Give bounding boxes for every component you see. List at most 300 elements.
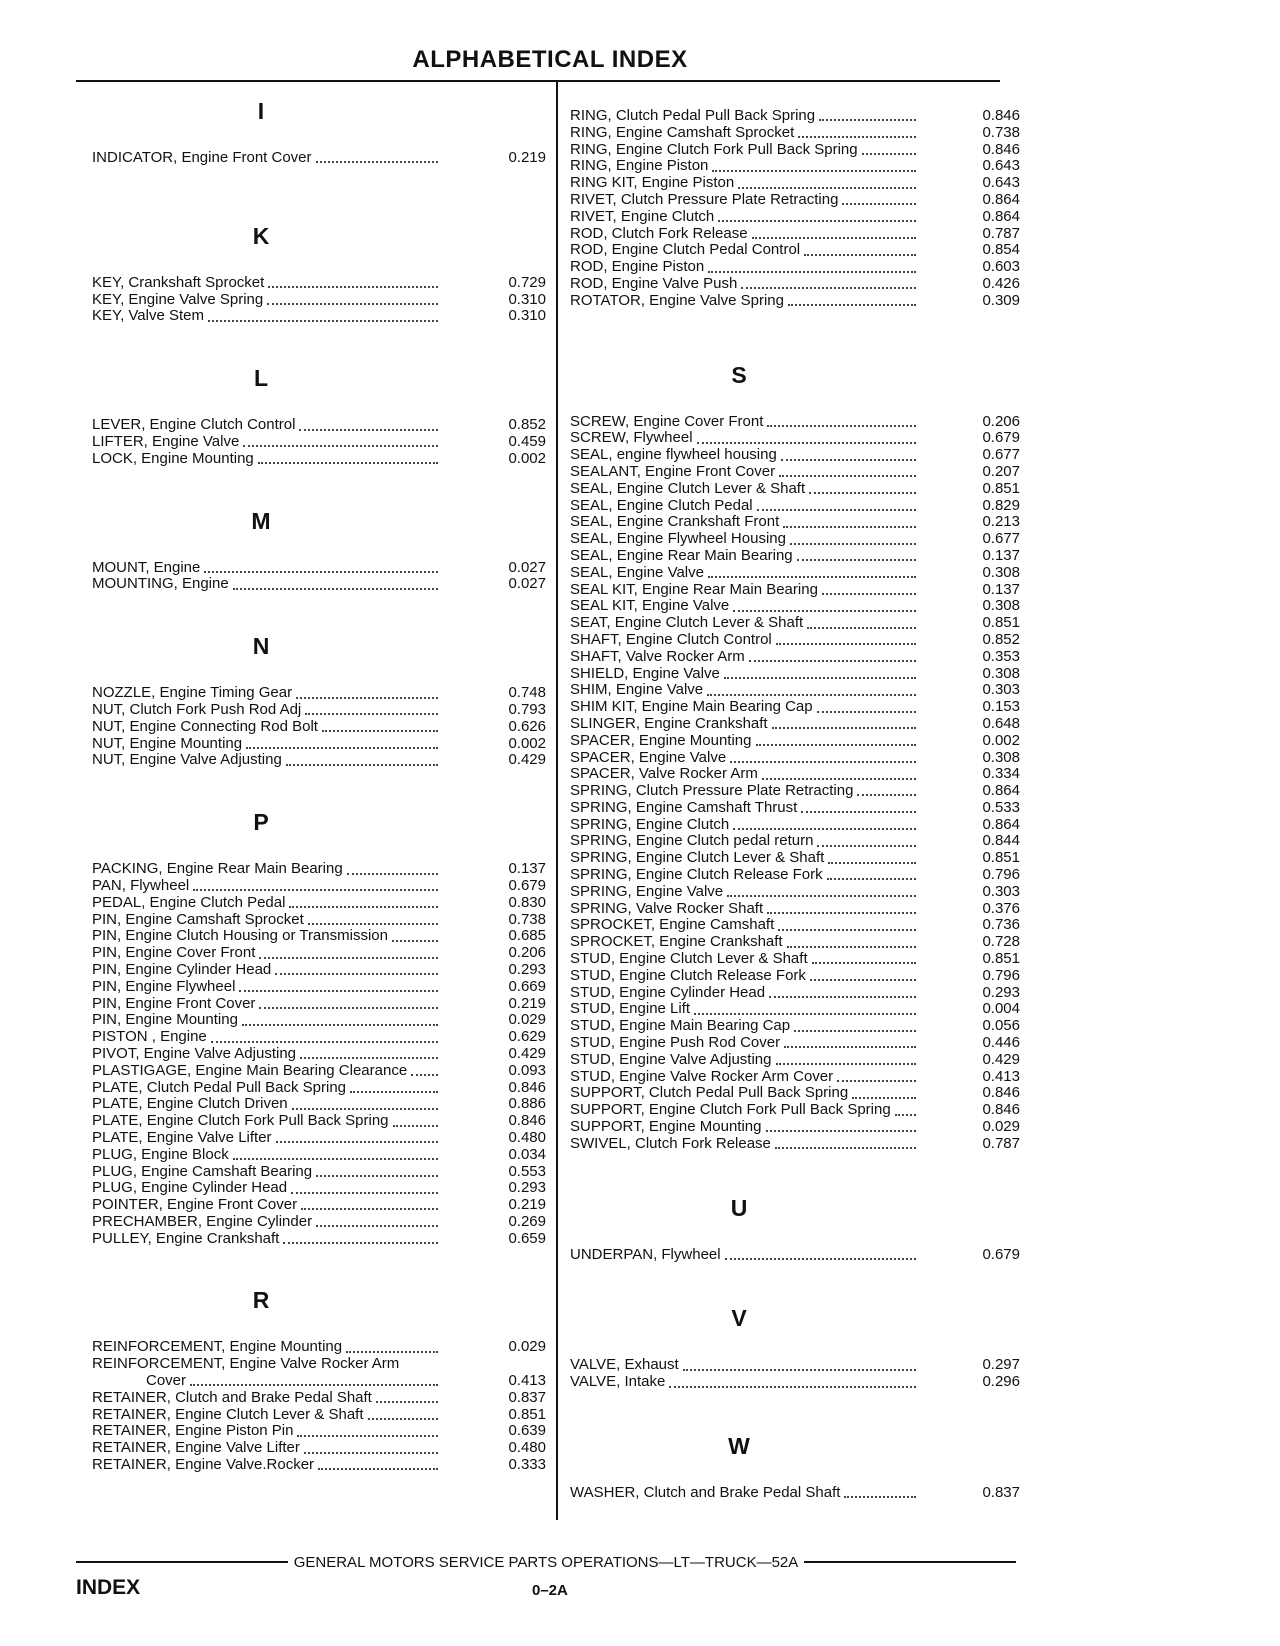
dot-leader: [190, 1384, 438, 1386]
entry-label-box: [570, 158, 922, 175]
index-entry: [92, 962, 546, 979]
dot-leader: [756, 744, 917, 746]
dot-leader: [368, 1418, 438, 1420]
dot-leader: [733, 610, 916, 612]
entry-page-number: 0.629: [508, 1028, 546, 1046]
entry-page-number: 0.685: [508, 927, 546, 945]
entry-page-number: 0.413: [982, 1067, 1020, 1085]
entry-page-number: 0.029: [508, 1011, 546, 1029]
dot-leader: [810, 979, 916, 981]
entry-label-box: [92, 719, 444, 736]
entry-page-number: 0.864: [982, 815, 1020, 833]
index-entry: [570, 293, 1020, 310]
index-entry: [92, 434, 546, 451]
dot-leader: [783, 526, 916, 528]
entry-label-box: [92, 451, 444, 468]
entry-label: RETAINER, Engine Valve.Rocker: [92, 1456, 315, 1474]
entry-page-number: 0.626: [508, 717, 546, 735]
dot-leader: [283, 1242, 438, 1244]
entry-page-number: 0.846: [982, 140, 1020, 158]
dot-leader: [788, 304, 916, 306]
entry-label-box: [92, 1214, 444, 1231]
index-entry: [92, 895, 546, 912]
index-entry: [92, 1390, 546, 1407]
entry-label-box: [570, 1052, 922, 1069]
dot-leader: [258, 462, 438, 464]
entry-label: PULLEY, Engine Crankshaft: [92, 1229, 280, 1247]
entry-label-box: [92, 576, 444, 593]
entry-page-number: 0.034: [508, 1145, 546, 1163]
entry-page-number: 0.553: [508, 1162, 546, 1180]
entry-page-number: 0.153: [982, 698, 1020, 716]
entry-page-number: 0.844: [982, 832, 1020, 850]
entry-page-number: 0.002: [508, 449, 546, 467]
entry-page-number: 0.029: [982, 1118, 1020, 1136]
entry-label-box: [92, 979, 444, 996]
entry-label: PAN, Flywheel: [92, 876, 190, 894]
index-entry: [570, 1052, 1020, 1069]
entry-label-box: [570, 125, 922, 142]
entry-label-box: [570, 1001, 922, 1018]
index-entry: [570, 985, 1020, 1002]
index-entry: [92, 979, 546, 996]
entry-label-box: [570, 901, 922, 918]
entry-page-number: 0.679: [982, 429, 1020, 447]
entry-label: SCREW, Flywheel: [570, 429, 693, 447]
entry-label-box: [570, 867, 922, 884]
page-title: ALPHABETICAL INDEX: [412, 46, 688, 73]
footer-text: GENERAL MOTORS SERVICE PARTS OPERATIONS—LT—TRUCK—52A: [293, 1553, 799, 1571]
index-entry: [570, 142, 1020, 159]
entry-label-box: [92, 1407, 444, 1424]
dot-leader: [767, 425, 916, 427]
dot-leader: [291, 1192, 438, 1194]
entry-page-number: 0.659: [508, 1229, 546, 1247]
entry-label: SEAL, Engine Clutch Pedal: [570, 496, 753, 514]
entry-label-box: [570, 800, 922, 817]
footer-rule-right: [804, 1561, 1016, 1563]
dot-leader: [275, 973, 438, 975]
index-entry: [570, 917, 1020, 934]
entry-label: SUPPORT, Engine Mounting: [570, 1118, 762, 1136]
index-entry: [570, 934, 1020, 951]
dot-leader: [775, 1147, 916, 1149]
index-entry: [92, 1130, 546, 1147]
dot-leader: [669, 1386, 916, 1388]
entry-page-number: 0.837: [508, 1388, 546, 1406]
entry-label-box: [570, 565, 922, 582]
index-entry: [570, 699, 1020, 716]
dot-leader: [208, 320, 438, 322]
entry-page-number: 0.837: [982, 1484, 1020, 1502]
entry-label: SCREW, Engine Cover Front: [570, 412, 764, 430]
dot-leader: [259, 957, 438, 959]
entry-label-box: [92, 1457, 444, 1474]
index-entry: [570, 649, 1020, 666]
entry-label-box: [92, 1231, 444, 1248]
entry-label: SPACER, Engine Valve: [570, 748, 727, 766]
entry-page-number: 0.426: [982, 274, 1020, 292]
index-entry: [570, 108, 1020, 125]
entry-page-number: 0.206: [982, 412, 1020, 430]
index-section: [570, 1191, 1020, 1264]
entry-page-number: 0.296: [982, 1373, 1020, 1391]
entry-page-number: 0.793: [508, 700, 546, 718]
entry-label-box: [570, 917, 922, 934]
entry-label: STUD, Engine Cylinder Head: [570, 983, 766, 1001]
entry-label: PIN, Engine Camshaft Sprocket: [92, 910, 304, 928]
index-entry: [570, 666, 1020, 683]
entry-page-number: 0.004: [982, 1000, 1020, 1018]
entry-label-box: [92, 292, 444, 309]
entry-label-box: [570, 833, 922, 850]
entry-label-box: [92, 1164, 444, 1181]
entry-page-number: 0.308: [982, 597, 1020, 615]
dot-leader: [794, 1030, 916, 1032]
dot-leader: [844, 1496, 916, 1498]
entry-label: SPRING, Engine Clutch Release Fork: [570, 866, 823, 884]
index-entry: [570, 833, 1020, 850]
entry-page-number: 0.207: [982, 462, 1020, 480]
entry-label-box: [92, 1180, 444, 1197]
entry-label-box: [92, 308, 444, 325]
entry-page-number: 0.829: [982, 496, 1020, 514]
dot-leader: [316, 161, 438, 163]
entry-label: SHIM KIT, Engine Main Bearing Cap: [570, 698, 813, 716]
entry-label: RING, Engine Piston: [570, 157, 709, 175]
index-entry: [570, 1374, 1020, 1391]
dot-leader: [300, 1057, 438, 1059]
index-entry: [570, 951, 1020, 968]
entry-label: SEAL, Engine Crankshaft Front: [570, 513, 780, 531]
index-entry: [92, 1440, 546, 1457]
dot-leader: [707, 694, 916, 696]
entry-label: SEALANT, Engine Front Cover: [570, 462, 776, 480]
entry-label: WASHER, Clutch and Brake Pedal Shaft: [570, 1484, 841, 1502]
index-entry: [92, 912, 546, 929]
dot-leader: [787, 946, 916, 948]
entry-label: SHAFT, Engine Clutch Control: [570, 630, 772, 648]
index-entry: [570, 733, 1020, 750]
entry-label: STUD, Engine Clutch Release Fork: [570, 966, 806, 984]
entry-page-number: 0.787: [982, 224, 1020, 242]
dot-leader: [376, 1401, 438, 1403]
entry-page-number: 0.738: [982, 123, 1020, 141]
dot-leader: [797, 559, 916, 561]
dot-leader: [299, 429, 438, 431]
dot-leader: [733, 828, 916, 830]
entry-label: SPROCKET, Engine Camshaft: [570, 916, 775, 934]
dot-leader: [322, 730, 438, 732]
index-entry: [92, 1214, 546, 1231]
dot-leader: [697, 442, 916, 444]
entry-label-box: [570, 615, 922, 632]
entry-label-box: [570, 582, 922, 599]
entry-label-box: [92, 895, 444, 912]
entry-label: ROD, Clutch Fork Release: [570, 224, 748, 242]
entry-page-number: 0.309: [982, 291, 1020, 309]
dot-leader: [762, 778, 916, 780]
dot-leader: [842, 203, 916, 205]
entry-label-box: [570, 293, 922, 310]
index-entry: [92, 1046, 546, 1063]
index-entry: [92, 1012, 546, 1029]
index-entry: [570, 598, 1020, 615]
entry-label-box: [570, 1374, 922, 1391]
entry-page-number: 0.446: [982, 1034, 1020, 1052]
dot-leader: [790, 543, 916, 545]
entry-page-number: 0.219: [508, 1196, 546, 1214]
entry-page-number: 0.648: [982, 714, 1020, 732]
index-entry: [570, 1069, 1020, 1086]
entry-label: PLATE, Clutch Pedal Pull Back Spring: [92, 1078, 347, 1096]
entry-page-number: 0.027: [508, 558, 546, 576]
index-entry: [570, 968, 1020, 985]
entry-label: RING, Engine Clutch Fork Pull Back Spring: [570, 140, 858, 158]
entry-label-box: [570, 1485, 922, 1502]
entry-label-box: [570, 276, 922, 293]
entry-page-number: 0.864: [982, 190, 1020, 208]
entry-label: NUT, Engine Mounting: [92, 734, 243, 752]
index-entry: [570, 481, 1020, 498]
entry-label-box: [92, 1356, 444, 1373]
index-section: [92, 1283, 546, 1473]
entry-label-box: [570, 598, 922, 615]
entry-label-box: [92, 434, 444, 451]
entry-page-number: 0.830: [508, 893, 546, 911]
entry-label-box: [92, 928, 444, 945]
entry-page-number: 0.886: [508, 1095, 546, 1113]
entry-label-box: [570, 934, 922, 951]
entry-label: STUD, Engine Push Rod Cover: [570, 1034, 781, 1052]
entry-label: PLUG, Engine Camshaft Bearing: [92, 1162, 313, 1180]
dot-leader: [827, 878, 916, 880]
section-letter: W: [728, 1433, 750, 1460]
dot-leader: [822, 593, 916, 595]
index-entry: [92, 752, 546, 769]
index-entry: [570, 548, 1020, 565]
dot-leader: [857, 794, 916, 796]
entry-label-box: [570, 259, 922, 276]
entry-page-number: 0.027: [508, 575, 546, 593]
entry-label-box: [570, 733, 922, 750]
entry-label-box: [570, 481, 922, 498]
index-entry: [92, 719, 546, 736]
dot-leader: [267, 303, 438, 305]
entry-page-number: 0.310: [508, 307, 546, 325]
entry-label-box: [570, 783, 922, 800]
entry-page-number: 0.852: [982, 630, 1020, 648]
dot-leader: [778, 929, 916, 931]
index-entry: [92, 1356, 546, 1373]
entry-page-number: 0.677: [982, 446, 1020, 464]
entry-label-box: [570, 766, 922, 783]
entry-label: SEAL KIT, Engine Rear Main Bearing: [570, 580, 818, 598]
entry-label: NUT, Clutch Fork Push Rod Adj: [92, 700, 302, 718]
entry-label: MOUNTING, Engine: [92, 575, 229, 593]
entry-label: SPROCKET, Engine Crankshaft: [570, 933, 783, 951]
dot-leader: [316, 1175, 438, 1177]
footer-rule-left: [76, 1561, 288, 1563]
entry-label: STUD, Engine Valve Rocker Arm Cover: [570, 1067, 834, 1085]
dot-leader: [346, 1351, 438, 1353]
section-letter: K: [252, 222, 270, 249]
index-entry: [92, 1423, 546, 1440]
index-entry: [92, 1231, 546, 1248]
dot-leader: [292, 1108, 438, 1110]
index-section: [570, 1301, 1020, 1391]
entry-label: SHIELD, Engine Valve: [570, 664, 720, 682]
entry-label-box: [570, 1357, 922, 1374]
entry-label-box: [570, 985, 922, 1002]
entry-page-number: 0.137: [508, 860, 546, 878]
index-entry: [570, 242, 1020, 259]
entry-page-number: 0.864: [982, 782, 1020, 800]
entry-label-box: [570, 968, 922, 985]
entry-page-number: 0.796: [982, 966, 1020, 984]
entry-label-box: [92, 912, 444, 929]
index-entry: [92, 928, 546, 945]
dot-leader: [304, 1452, 438, 1454]
entry-label-box: [570, 498, 922, 515]
entry-page-number: 0.137: [982, 580, 1020, 598]
entry-label: ROD, Engine Clutch Pedal Control: [570, 241, 801, 259]
dot-leader: [779, 475, 916, 477]
index-entry: [570, 514, 1020, 531]
dot-leader: [718, 220, 916, 222]
entry-label: PIN, Engine Front Cover: [92, 994, 256, 1012]
entry-label: RETAINER, Clutch and Brake Pedal Shaft: [92, 1388, 372, 1406]
entry-page-number: 0.738: [508, 910, 546, 928]
index-entry: [92, 417, 546, 434]
entry-page-number: 0.736: [982, 916, 1020, 934]
index-entry: [570, 716, 1020, 733]
entry-page-number: 0.533: [982, 798, 1020, 816]
index-entry: [570, 276, 1020, 293]
entry-page-number: 0.413: [508, 1372, 546, 1390]
entry-label: PLASTIGAGE, Engine Main Bearing Clearance: [92, 1061, 408, 1079]
entry-label: LOCK, Engine Mounting: [92, 449, 254, 467]
dot-leader: [812, 962, 916, 964]
entry-label: LEVER, Engine Clutch Control: [92, 416, 296, 434]
entry-label: NOZZLE, Engine Timing Gear: [92, 684, 293, 702]
entry-label-box: [92, 1147, 444, 1164]
entry-label-box: [570, 682, 922, 699]
entry-label: SPRING, Engine Camshaft Thrust: [570, 798, 798, 816]
dot-leader: [204, 571, 438, 573]
entry-page-number: 0.303: [982, 882, 1020, 900]
entry-page-number: 0.206: [508, 944, 546, 962]
dot-leader: [289, 906, 438, 908]
dot-leader: [895, 1114, 916, 1116]
index-entry: [92, 1096, 546, 1113]
entry-label: STUD, Engine Lift: [570, 1000, 691, 1018]
dot-leader: [296, 697, 438, 699]
entry-label: INDICATOR, Engine Front Cover: [92, 149, 312, 166]
index-entry: [92, 1063, 546, 1080]
index-entry: [570, 682, 1020, 699]
section-letter: V: [731, 1305, 747, 1332]
entry-label-box: [92, 1339, 444, 1356]
entry-label-box: [570, 699, 922, 716]
entry-page-number: 0.643: [982, 157, 1020, 175]
entry-label: SEAT, Engine Clutch Lever & Shaft: [570, 614, 804, 632]
entry-label-box: [570, 447, 922, 464]
dot-leader: [837, 1080, 916, 1082]
entry-label-box: [570, 514, 922, 531]
entry-label-box: [92, 417, 444, 434]
entry-label: SPACER, Valve Rocker Arm: [570, 765, 758, 783]
entry-page-number: 0.293: [982, 983, 1020, 1001]
entry-label: SLINGER, Engine Crankshaft: [570, 714, 768, 732]
index-section: [570, 1429, 1020, 1502]
entry-label-box: [570, 242, 922, 259]
index-entry: [570, 447, 1020, 464]
entry-label-box: [92, 962, 444, 979]
dot-leader: [781, 459, 916, 461]
index-entry: [92, 1164, 546, 1181]
index-section: [570, 358, 1020, 1153]
index-entry: [570, 1102, 1020, 1119]
entry-page-number: 0.310: [508, 290, 546, 308]
entry-page-number: 0.480: [508, 1128, 546, 1146]
entry-label-box: [570, 716, 922, 733]
entry-label: RETAINER, Engine Valve Lifter: [92, 1439, 300, 1457]
entry-label-box: [92, 945, 444, 962]
entry-label: SEAL, Engine Valve: [570, 563, 704, 581]
entry-page-number: 0.219: [508, 149, 546, 166]
entry-page-number: 0.297: [982, 1356, 1020, 1374]
index-entry: [92, 736, 546, 753]
entry-label: PLATE, Engine Clutch Fork Pull Back Spring: [92, 1112, 389, 1130]
entry-page-number: 0.851: [982, 614, 1020, 632]
dot-leader: [852, 1097, 916, 1099]
entry-page-number: 0.669: [508, 977, 546, 995]
section-letter: S: [731, 361, 747, 388]
entry-label: MOUNT, Engine: [92, 558, 201, 576]
dot-leader: [766, 1130, 917, 1132]
section-letter: R: [252, 1287, 270, 1314]
dot-leader: [233, 1158, 438, 1160]
entry-label-box: [92, 150, 444, 167]
entry-label: PLUG, Engine Block: [92, 1145, 229, 1163]
dot-leader: [316, 1225, 438, 1227]
entry-page-number: 0.851: [508, 1405, 546, 1423]
index-entry: [570, 464, 1020, 481]
entry-label-box: [570, 548, 922, 565]
entry-label: PIN, Engine Mounting: [92, 1011, 238, 1029]
dot-leader: [243, 445, 438, 447]
dot-leader: [276, 1141, 438, 1143]
dot-leader: [784, 1046, 916, 1048]
entry-page-number: 0.854: [982, 241, 1020, 259]
entry-label-box: [92, 1029, 444, 1046]
entry-page-number: 0.219: [508, 994, 546, 1012]
dot-leader: [708, 271, 916, 273]
entry-label: PACKING, Engine Rear Main Bearing: [92, 860, 343, 878]
index-entry: [92, 1180, 546, 1197]
entry-label: PRECHAMBER, Engine Cylinder: [92, 1212, 313, 1230]
dot-leader: [767, 912, 916, 914]
entry-label: UNDERPAN, Flywheel: [570, 1245, 721, 1263]
entry-page-number: 0.864: [982, 207, 1020, 225]
entry-label-box: [570, 1119, 922, 1136]
index-entry: [570, 800, 1020, 817]
dot-leader: [242, 1024, 438, 1026]
entry-page-number: 0.729: [508, 273, 546, 291]
dot-leader: [809, 492, 916, 494]
dot-leader: [347, 873, 438, 875]
